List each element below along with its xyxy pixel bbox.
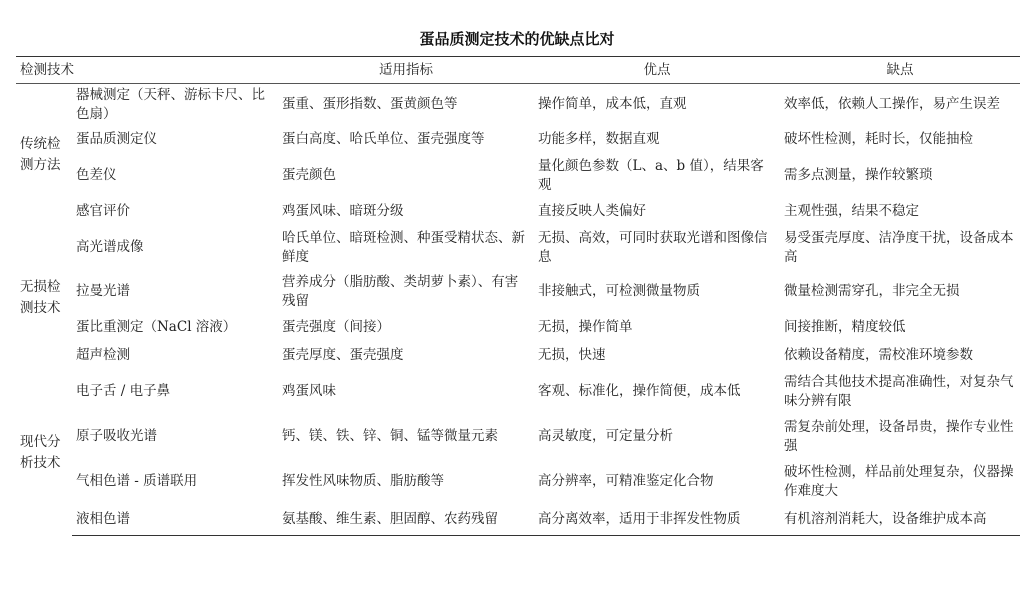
cell-technique: 液相色谱 — [72, 504, 278, 536]
cell-technique: 蛋比重测定（NaCl 溶液） — [76, 319, 237, 335]
table-row — [16, 370, 1020, 414]
table-row — [16, 314, 1020, 342]
cell-cons: 易受蛋壳厚度、洁净度干扰，设备成本高 — [784, 229, 1014, 265]
table-row — [16, 84, 1020, 126]
cell-pros: 高分离效率，适用于非挥发性物质 — [534, 504, 780, 536]
cell-indicator: 营养成分（脂肪酸、类胡萝卜素）、有害残留 — [282, 273, 519, 309]
cell-technique: 高光谱成像 — [76, 239, 144, 255]
cell-pros: 量化颜色参数（L、a、b 值），结果客观 — [538, 157, 764, 193]
header-cons: 缺点 — [780, 57, 1020, 84]
cell-technique: 色差仪 — [76, 167, 117, 183]
cell-indicator: 蛋壳强度（间接） — [282, 319, 390, 335]
cell-indicator: 蛋重、蛋形指数、蛋黄颜色等 — [282, 96, 458, 113]
cell-technique: 气相色谱 - 质谱联用 — [76, 473, 198, 489]
cell-indicator: 蛋壳厚度、蛋壳强度 — [282, 347, 404, 363]
cell-technique: 原子吸收光谱 — [76, 428, 157, 444]
cell-pros: 非接触式，可检测微量物质 — [538, 283, 700, 299]
cell-cons: 需结合其他技术提高准确性，对复杂气味分辨有限 — [784, 373, 1014, 409]
table-header-row — [16, 57, 1020, 84]
header-pros: 优点 — [534, 57, 780, 84]
table-row — [16, 270, 1020, 314]
header-indicator: 适用指标 — [278, 57, 534, 84]
cell-indicator: 哈氏单位、暗斑检测、种蛋受精状态、新鲜度 — [282, 229, 525, 265]
cell-pros: 直接反映人类偏好 — [538, 203, 646, 219]
table-row — [16, 460, 1020, 504]
cell-indicator: 挥发性风味物质、脂肪酸等 — [282, 473, 444, 489]
cell-cons: 需多点测量，操作较繁琐 — [784, 167, 933, 183]
cell-pros: 操作简单，成本低，直观 — [538, 96, 687, 113]
cell-indicator: 氨基酸、维生素、胆固醇、农药残留 — [278, 504, 534, 536]
cell-cons: 破坏性检测，耗时长，仅能抽检 — [784, 131, 973, 147]
cell-cons: 破坏性检测，样品前处理复杂，仪器操作难度大 — [784, 463, 1014, 499]
group-label: 现代分析技术 — [20, 433, 61, 471]
cell-indicator: 蛋壳颜色 — [282, 167, 336, 183]
table-row — [16, 198, 1020, 226]
cell-cons: 效率低，依赖人工操作，易产生误差 — [784, 96, 1000, 113]
cell-cons: 依赖设备精度，需校准环境参数 — [784, 347, 973, 363]
group-label: 无损检测技术 — [20, 278, 61, 316]
cell-indicator: 钙、镁、铁、锌、铜、锰等微量元素 — [282, 428, 498, 444]
cell-cons: 微量检测需穿孔，非完全无损 — [784, 283, 960, 299]
cell-technique: 拉曼光谱 — [76, 283, 130, 299]
cell-pros: 无损，快速 — [538, 347, 606, 363]
table-row — [16, 342, 1020, 370]
header-technique: 检测技术 — [16, 57, 278, 84]
group-label: 传统检测方法 — [20, 135, 61, 173]
cell-cons: 主观性强，结果不稳定 — [784, 203, 919, 219]
comparison-table — [16, 56, 1020, 536]
cell-indicator: 鸡蛋风味、暗斑分级 — [282, 203, 404, 219]
cell-cons: 有机溶剂消耗大，设备维护成本高 — [780, 504, 1020, 536]
table-title: 蛋品质测定技术的优缺点比对 — [419, 30, 615, 48]
table-row — [16, 154, 1020, 198]
table-row — [16, 414, 1020, 460]
table-row — [16, 504, 1020, 536]
cell-cons: 间接推断，精度较低 — [784, 319, 906, 335]
cell-technique: 器械测定（天秤、游标卡尺、比色扇） — [76, 86, 265, 122]
cell-technique: 感官评价 — [76, 203, 130, 219]
cell-technique: 蛋品质测定仪 — [76, 131, 157, 147]
table-row — [16, 126, 1020, 154]
cell-pros: 功能多样，数据直观 — [538, 131, 660, 147]
cell-pros: 无损、高效，可同时获取光谱和图像信息 — [538, 229, 768, 265]
cell-pros: 客观、标准化，操作简便，成本低 — [538, 383, 741, 399]
cell-pros: 高分辨率，可精准鉴定化合物 — [538, 473, 714, 489]
table-row — [16, 226, 1020, 270]
cell-indicator: 蛋白高度、哈氏单位、蛋壳强度等 — [282, 131, 485, 147]
cell-technique: 超声检测 — [76, 347, 130, 363]
cell-cons: 需复杂前处理，设备昂贵，操作专业性强 — [784, 418, 1014, 454]
cell-pros: 无损，操作简单 — [538, 319, 633, 335]
cell-pros: 高灵敏度，可定量分析 — [538, 428, 673, 444]
cell-technique: 电子舌 / 电子鼻 — [76, 383, 171, 399]
cell-indicator: 鸡蛋风味 — [282, 383, 336, 399]
